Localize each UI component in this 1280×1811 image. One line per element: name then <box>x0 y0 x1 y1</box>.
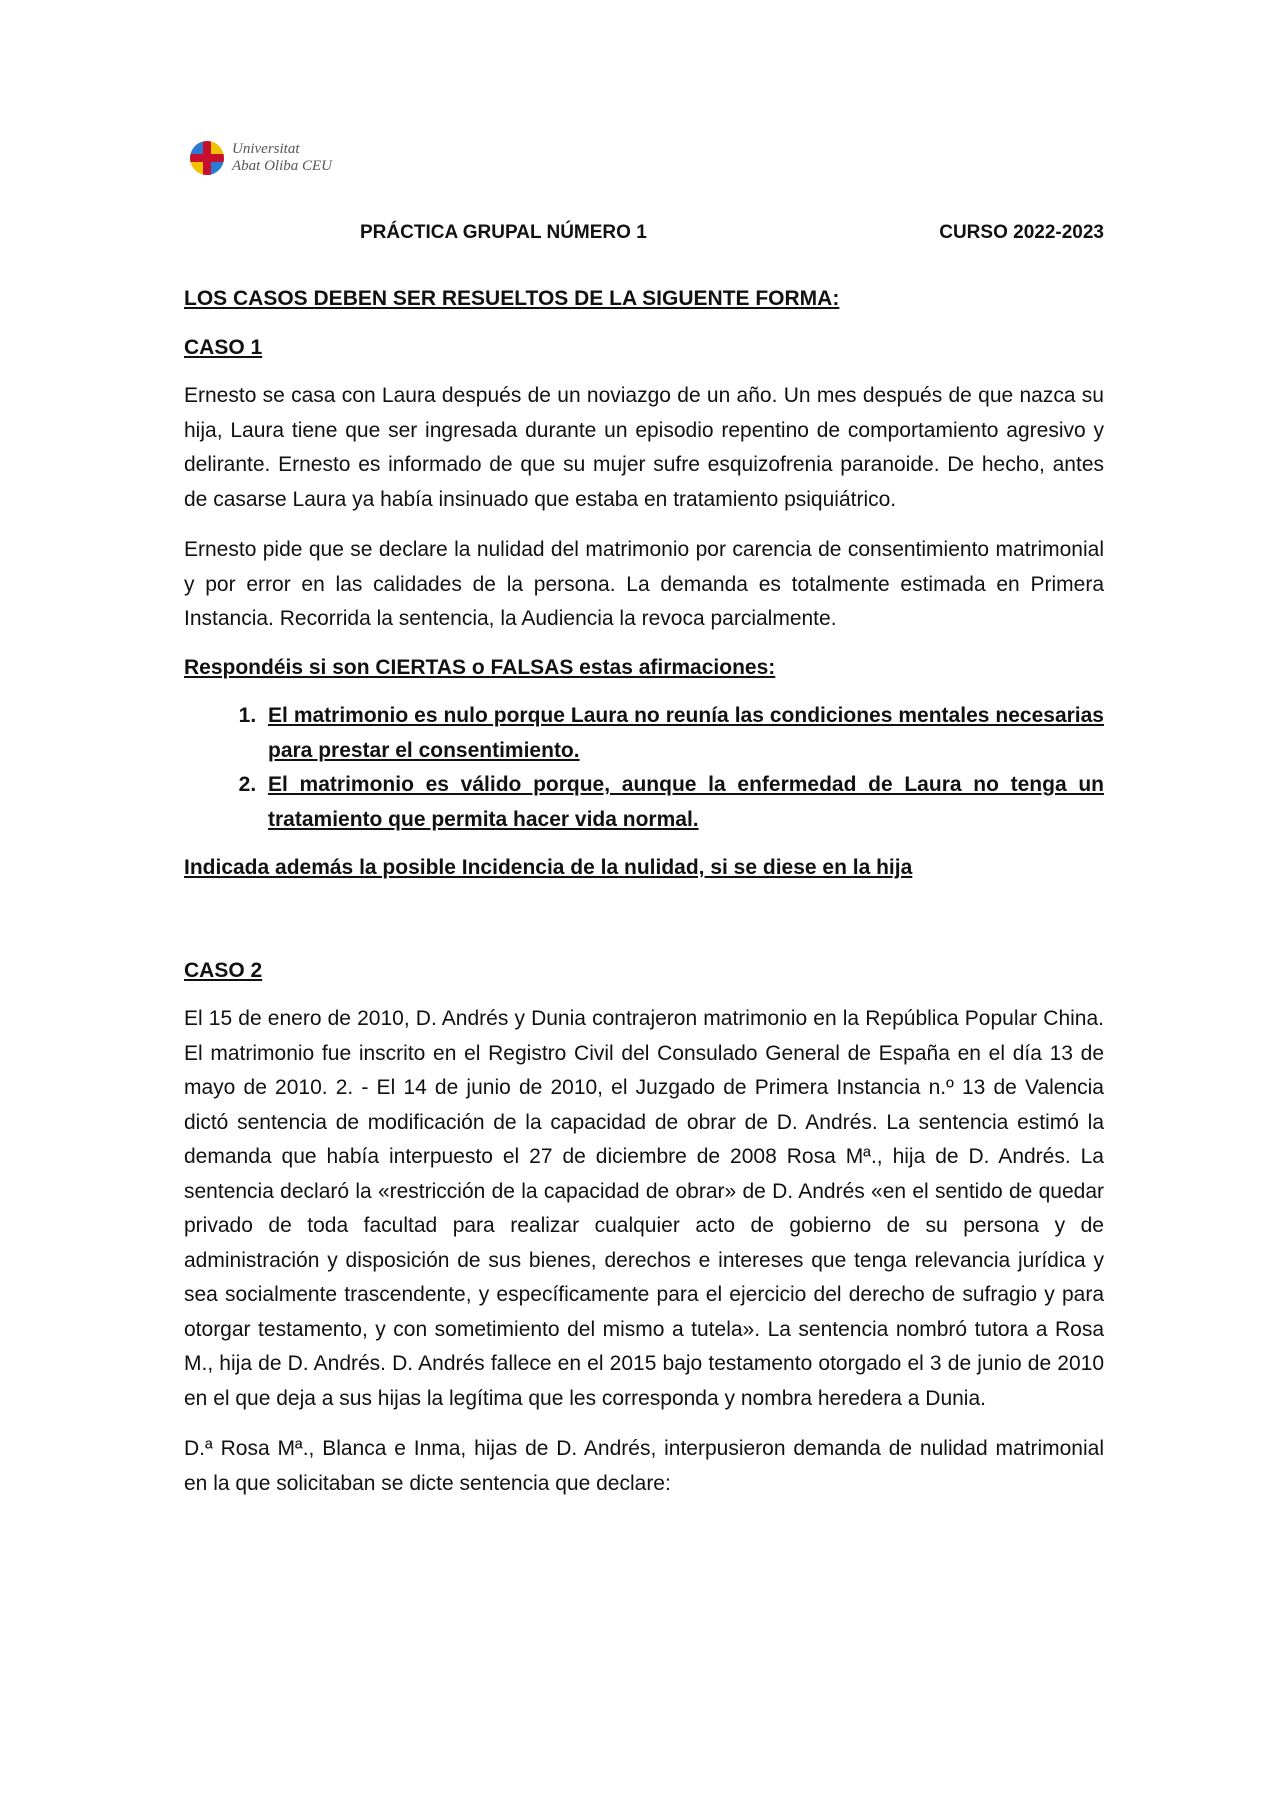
caso1-question: Respondéis si son CIERTAS o FALSAS estas afirmaciones: <box>184 655 776 679</box>
logo-text <box>232 141 332 175</box>
course-year: CURSO 2022-2023 <box>939 222 1104 243</box>
logo-line-1: Universitat <box>232 141 300 157</box>
university-crest-icon <box>190 141 224 175</box>
caso2-paragraph-1: El 15 de enero de 2010, D. Andrés y Dunia contrajeron matrimonio en la República Popular China. El matrimonio fue inscrito en el Registro Civil del Consulado General de España en el día 13 de mayo de 2010. 2. - El 14 de junio de 2010, el Juzgado de Primera Instancia n.º 13 de Valencia dictó sentencia de modificación de la capacidad de obrar de D. Andrés. La sentencia estimó la demanda que había interpuesto el 27 de diciembre de 2008 Rosa Mª., hija de D. Andrés. La sentencia declaró la «restricción de la capacidad de obrar» de D. Andrés «en el sentido de quedar privado de toda facultad para realizar cualquier acto de gobierno de su persona y de administración y disposición de sus bienes, derechos e intereses que tenga relevancia jurídica y sea socialmente trascendente, y específicamente para el ejercicio del derecho de sufragio y para otorgar testamento, y con sometimiento del mismo a tutela». La sentencia nombró tutora a Rosa M., hija de D. Andrés. D. Andrés fallece en el 2015 bajo testamento otorgado el 3 de junio de 2010 en el que deja a sus hijas la legítima que les corresponda y nombra heredera a Dunia. <box>184 1007 1104 1410</box>
claim-text: El matrimonio es nulo porque Laura no reunía las condiciones mentales necesarias para prestar el consentimiento. <box>268 704 1104 762</box>
caso1-paragraph-2: Ernesto pide que se declare la nulidad del matrimonio por carencia de consentimiento matrimonial y por error en las calidades de la persona. La demanda es totalmente estimada en Primera Instancia. Recorrida la sentencia, la Audiencia la revoca parcialmente. <box>184 538 1104 630</box>
practice-title: PRÁCTICA GRUPAL NÚMERO 1 <box>360 222 647 243</box>
university-logo <box>190 136 332 180</box>
claim-text: El matrimonio es válido porque, aunque la enfermedad de Laura no tenga un tratamiento que permita hacer vida normal. <box>268 773 1104 831</box>
caso1-heading: CASO 1 <box>184 335 263 359</box>
document-body <box>184 282 1104 1501</box>
claim-item <box>262 768 1104 837</box>
caso1-extra-question: Indicada además la posible Incidencia de la nulidad, si se diese en la hija <box>184 856 913 879</box>
caso1-paragraph-1: Ernesto se casa con Laura después de un noviazgo de un año. Un mes después de que nazca su hija, Laura tiene que ser ingresada durante un episodio repentino de comportamiento agresivo y delirante. Ernesto es informado de que su mujer sufre esquizofrenia paranoide. De hecho, antes de casarse Laura ya había insinuado que estaba en tratamiento psiquiátrico. <box>184 384 1104 511</box>
caso2-heading: CASO 2 <box>184 958 263 982</box>
document-header <box>184 222 1104 250</box>
instructions-heading: LOS CASOS DEBEN SER RESUELTOS DE LA SIGUENTE FORMA: <box>184 287 840 310</box>
claim-item <box>262 699 1104 768</box>
caso1-claims-list <box>184 699 1104 837</box>
logo-line-2: Abat Oliba CEU <box>232 158 332 174</box>
caso2-paragraph-2: D.ª Rosa Mª., Blanca e Inma, hijas de D. Andrés, interpusieron demanda de nulidad matrimonial en la que solicitaban se dicte sentencia que declare: <box>184 1437 1104 1495</box>
